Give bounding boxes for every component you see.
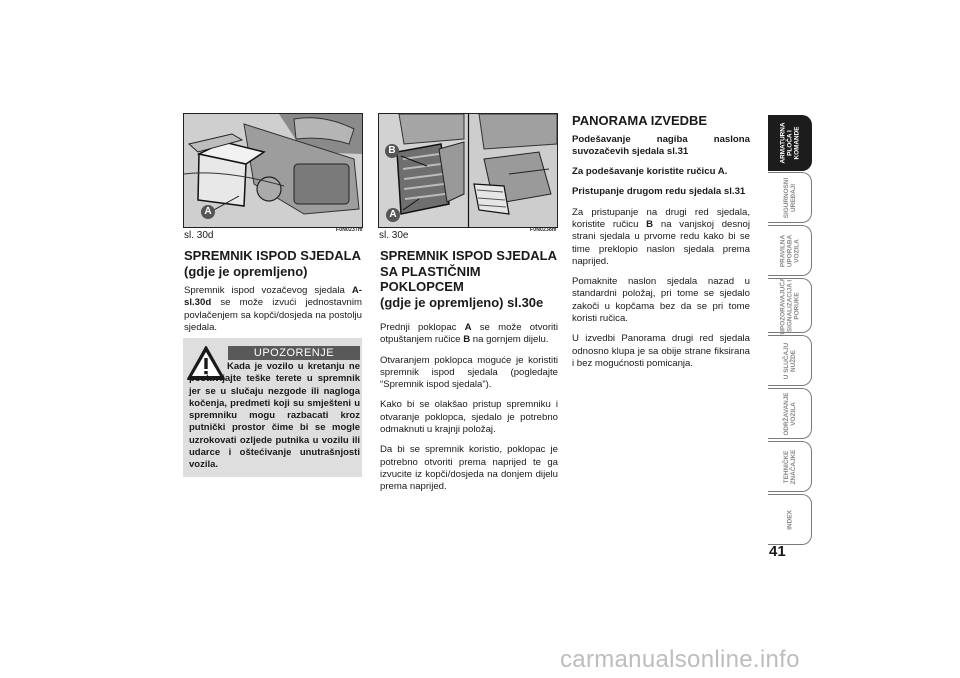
callout-a-30d: A [201, 205, 215, 219]
col3-p1-a: Za pristupanje na drugi red sjedala, koristite ručicu [572, 206, 750, 230]
col1-para-suffix: se može izvući jednostavnim povlačenjem sa kopči/dosjeda na postolju sjedala. [184, 297, 362, 333]
page-number: 41 [769, 543, 786, 560]
figure-code-30e: F0N0238m [530, 227, 557, 233]
col2-p1-c: na gornjem dijelu. [470, 334, 549, 346]
tab-u-slucaju-nuzde[interactable] [768, 335, 812, 386]
col3-paragraph-1 [572, 207, 750, 268]
watermark: carmanualsonline.info [560, 646, 800, 673]
figure-code-30d: F0N0237m [336, 227, 363, 233]
tab-odrzavanje-vozila[interactable] [768, 388, 812, 439]
col2-heading-line1: SPREMNIK ISPOD SJEDALA [380, 248, 557, 263]
col2-p1-ref-a: A [464, 322, 472, 333]
col2-heading-line2: SA PLASTIČNIM [380, 263, 481, 279]
col1-heading-line1: SPREMNIK ISPOD SJEDALA [184, 248, 361, 263]
tab-label-u-slucaju-nuzde: U SLUČAJU NUŽDE [782, 342, 797, 379]
tab-upozoravajuca-signalizacija[interactable] [768, 278, 812, 333]
tab-armaturna-ploca[interactable] [768, 115, 812, 171]
warning-text-body: Kada je vozilo u kretanju ne postavljajte teške terete u spremnik jer se u slučaju nezgode ili nagloga kočenja, predmeti koji su smješteni u spremniku mogu razbacati kroz putnički prostor čime bi se mogle uzrokovati ozljede putnika u vozilu ili udarce i oštećivanje unutrašnjosti vozila. [189, 361, 360, 471]
col3-heading: PANORAMA IZVEDBE [572, 113, 708, 128]
tab-sigurnosni-uredaji[interactable] [768, 172, 812, 223]
tab-label-index: INDEX [786, 509, 793, 530]
col2-p1-ref-b: B [463, 334, 471, 346]
tab-label-tehnicke-znacajke: TEHNIČKE ZNAČAJKE [782, 449, 797, 484]
tab-label-armaturna-ploca: ARMATURNA PLOČA I KOMANDE [779, 122, 801, 164]
col2-p1-a: Prednji poklopac [380, 322, 465, 333]
col2-heading [380, 248, 558, 310]
col2-heading-line4: (gdje je opremljeno) sl.30e [380, 294, 544, 310]
col2-p1-b: se može otvoriti otpuštanjem ručice [380, 322, 558, 346]
col2-paragraph-3: Kako bi se olakšao pristup spremniku i otvaranje poklopca, sjedalo je potrebno odmaknuti u krajnji položaj. [380, 399, 558, 436]
tab-label-upozoravajuca-signalizacija: UPOZORAVAJUĆA SIGNALIZACIJA I PORUKE [779, 276, 800, 335]
tab-pravilna-uporaba[interactable] [768, 225, 812, 276]
tab-label-sigurnosni-uredaji: SIGURNOSNI UREĐAJI [782, 177, 797, 218]
warning-label: UPOZORENJE [228, 346, 360, 360]
col1-paragraph [184, 285, 362, 334]
col3-subheading-1: Podešavanje nagiba naslona suvozačevih sjedala sl.31 [572, 133, 750, 157]
figure-30e-illustration [379, 114, 557, 227]
tab-tehnicke-znacajke[interactable] [768, 441, 812, 492]
col3-p1-ref-b: B [646, 218, 654, 230]
warning-text [189, 361, 360, 472]
figure-caption-30d: sl. 30d [184, 230, 214, 241]
figure-caption-30e: sl. 30e [379, 230, 409, 241]
col2-paragraph-2: Otvaranjem poklopca moguće je koristiti spremnik ispod sjedala (pogledajte “Spremnik ispod sjedala”). [380, 354, 558, 391]
col2-paragraph-1 [380, 322, 558, 347]
callout-a-30e: A [386, 208, 400, 222]
col1-heading-line2: (gdje je opremljeno) [184, 263, 308, 279]
col2-paragraph-4: Da bi se spremnik koristio, poklopac je potrebno otvoriti prema naprijed te ga izvucite iz kopči/dosjeda na donjem dijelu prema naprijed. [380, 444, 558, 493]
col3-paragraph-2: Pomaknite naslon sjedala nazad u standardni položaj, pri tome se sjedalo zakoči u kopčama bez da se pri tome koristi ručica. [572, 276, 750, 325]
col1-para-ref: A-sl.30d [184, 285, 362, 309]
col1-para-prefix: Spremnik ispod vozačevog sjedala [184, 285, 352, 296]
col2-section [380, 248, 558, 502]
col3-subheading-3: Pristupanje drugom redu sjedala sl.31 [572, 186, 746, 198]
figure-30d [183, 113, 363, 228]
col3-paragraph-3: U izvedbi Panorama drugi red sjedala odnosno klupa je sa obije strane fiksirana i bez mogućnosti pomicanja. [572, 333, 750, 369]
callout-b-30e: B [385, 144, 399, 158]
col2-heading-line3: POKLOPCEM [380, 279, 464, 294]
tab-label-odrzavanje-vozila: ODRŽAVANJE VOZILA [782, 391, 797, 436]
col3-p1-b: na vanjskoj desnoj strani sjedala u prvome redu kako bi se time preklopio naslon sjedala prema naprijed. [572, 218, 750, 267]
col1-section [184, 248, 362, 342]
col3-subheading-2: Za podešavanje koristite ručicu A. [572, 166, 728, 178]
figure-30e [378, 113, 558, 228]
col1-heading [184, 248, 362, 279]
tab-label-pravilna-uporaba: PRAVILNA UPORABA VOZILA [779, 234, 800, 267]
tab-index[interactable] [768, 494, 812, 545]
col3-section [572, 113, 750, 378]
